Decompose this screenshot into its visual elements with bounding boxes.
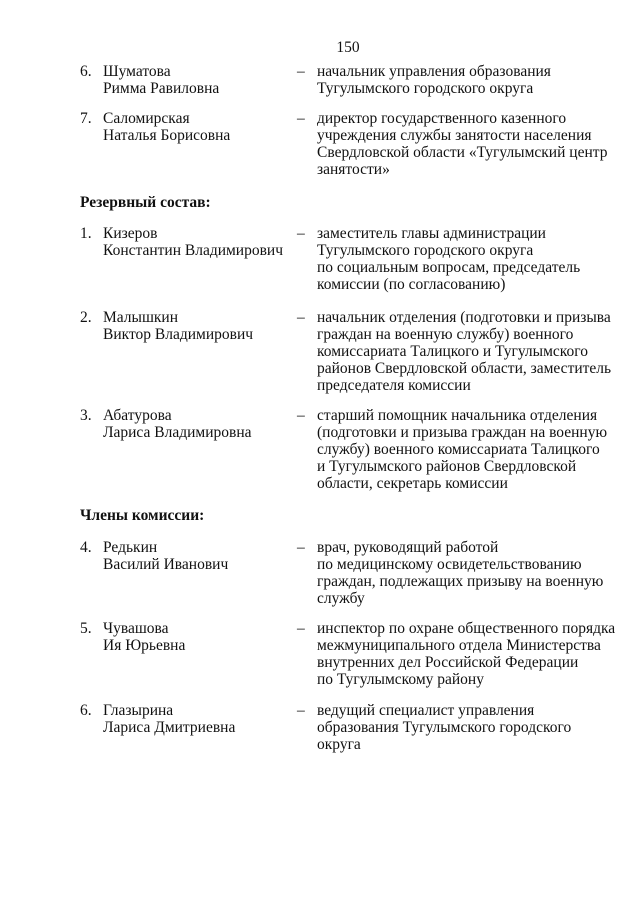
dash: – bbox=[297, 225, 305, 242]
given-names: Лариса Владимировна bbox=[103, 424, 252, 441]
position-description bbox=[317, 539, 603, 607]
position-line: граждан, подлежащих призыву на военную bbox=[317, 573, 604, 590]
position-line: образования Тугулымского городского bbox=[317, 719, 572, 736]
position-line: внутренних дел Российской Федерации bbox=[317, 654, 579, 671]
entry-number: 2. bbox=[80, 309, 92, 326]
position-description bbox=[317, 407, 607, 492]
given-names: Римма Равиловна bbox=[103, 80, 220, 97]
position-description bbox=[317, 225, 580, 293]
person-name bbox=[103, 63, 219, 97]
position-line: службу bbox=[317, 590, 365, 607]
surname: Редькин bbox=[103, 539, 158, 556]
position-description bbox=[317, 110, 607, 178]
position-line: по социальным вопросам, председатель bbox=[317, 259, 581, 276]
reserve-heading: Резервный состав: bbox=[80, 194, 211, 211]
position-line: межмуниципального отдела Министерства bbox=[317, 637, 601, 654]
position-line: заместитель главы администрации bbox=[317, 225, 546, 242]
person-name bbox=[103, 309, 253, 343]
entry-number: 7. bbox=[80, 110, 92, 127]
person-name bbox=[103, 407, 252, 441]
position-description bbox=[317, 63, 551, 97]
dash: – bbox=[297, 620, 305, 637]
surname: Малышкин bbox=[103, 309, 179, 326]
surname: Саломирская bbox=[103, 110, 190, 127]
dash: – bbox=[297, 539, 305, 556]
entry-number: 6. bbox=[80, 702, 92, 719]
dash: – bbox=[297, 407, 305, 424]
entry-number: 3. bbox=[80, 407, 92, 424]
position-line: комиссариата Талицкого и Тугулымского bbox=[317, 343, 588, 360]
position-line: по медицинскому освидетельствованию bbox=[317, 556, 582, 573]
position-line: врач, руководящий работой bbox=[317, 539, 499, 556]
surname: Абатурова bbox=[103, 407, 172, 424]
position-description bbox=[317, 309, 611, 394]
position-line: округа bbox=[317, 736, 361, 753]
position-line: председателя комиссии bbox=[317, 377, 471, 394]
surname: Глазырина bbox=[103, 702, 174, 719]
position-line: инспектор по охране общественного порядка bbox=[317, 620, 616, 637]
given-names: Ия Юрьевна bbox=[103, 637, 186, 654]
person-name bbox=[103, 225, 283, 259]
dash: – bbox=[297, 309, 305, 326]
entry-number: 1. bbox=[80, 225, 92, 242]
person-name bbox=[103, 539, 228, 573]
position-description bbox=[317, 702, 571, 753]
position-line: ведущий специалист управления bbox=[317, 702, 535, 719]
entry-number: 6. bbox=[80, 63, 92, 80]
position-line: и Тугулымского районов Свердловской bbox=[317, 458, 577, 475]
position-line: службу) военного комиссариата Талицкого bbox=[317, 441, 600, 458]
given-names: Василий Иванович bbox=[103, 556, 229, 573]
position-line: занятости» bbox=[317, 161, 390, 178]
surname: Чувашова bbox=[103, 620, 169, 637]
dash: – bbox=[297, 110, 305, 127]
position-line: комиссии (по согласованию) bbox=[317, 276, 506, 293]
given-names: Константин Владимирович bbox=[103, 242, 284, 259]
position-line: граждан на военную службу) военного bbox=[317, 326, 574, 343]
position-line: старший помощник начальника отделения bbox=[317, 407, 598, 424]
person-name bbox=[103, 620, 185, 654]
position-line: области, секретарь комиссии bbox=[317, 475, 508, 492]
position-line: (подготовки и призыва граждан на военную bbox=[317, 424, 608, 441]
surname: Шуматова bbox=[103, 63, 171, 80]
position-line: учреждения службы занятости населения bbox=[317, 127, 592, 144]
position-line: по Тугулымскому району bbox=[317, 671, 484, 688]
position-line: начальник отделения (подготовки и призыва bbox=[317, 309, 611, 326]
entry-number: 5. bbox=[80, 620, 92, 637]
position-line: Свердловской области «Тугулымский центр bbox=[317, 144, 608, 161]
given-names: Виктор Владимирович bbox=[103, 326, 254, 343]
position-line: начальник управления образования bbox=[317, 63, 551, 80]
given-names: Лариса Дмитриевна bbox=[103, 719, 236, 736]
position-description bbox=[317, 620, 615, 688]
members-heading: Члены комиссии: bbox=[80, 507, 205, 524]
surname: Кизеров bbox=[103, 225, 158, 242]
dash: – bbox=[297, 63, 305, 80]
person-name bbox=[103, 110, 230, 144]
dash: – bbox=[297, 702, 305, 719]
person-name bbox=[103, 702, 235, 736]
position-line: Тугулымского городского округа bbox=[317, 242, 534, 259]
given-names: Наталья Борисовна bbox=[103, 127, 231, 144]
entry-number: 4. bbox=[80, 539, 92, 556]
position-line: директор государственного казенного bbox=[317, 110, 567, 127]
position-line: районов Свердловской области, заместитель bbox=[317, 360, 612, 377]
page-number: 150 bbox=[336, 39, 360, 56]
position-line: Тугулымского городского округа bbox=[317, 80, 534, 97]
